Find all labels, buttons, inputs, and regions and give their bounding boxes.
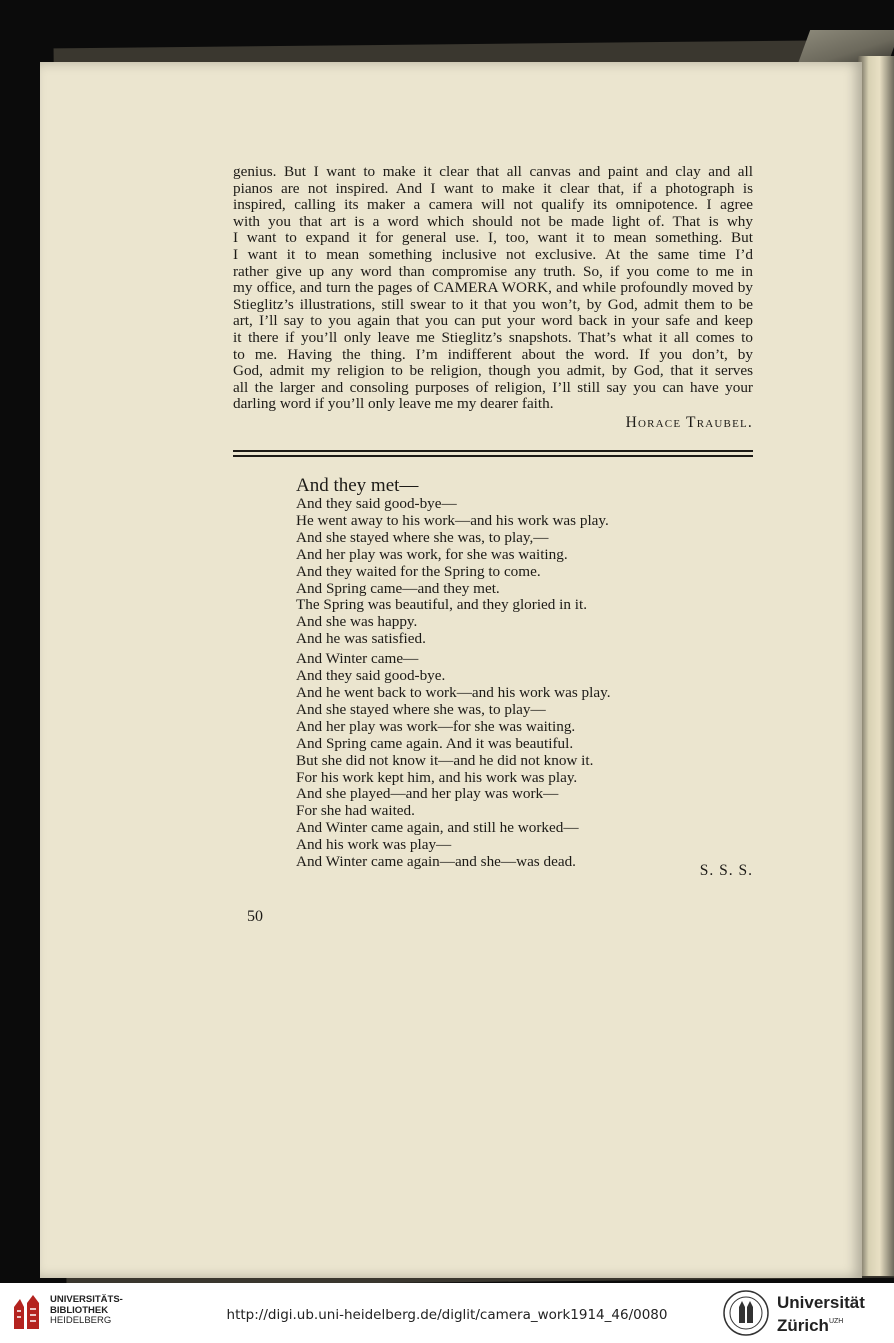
prose-line: it there if you’ll only leave me Stieglitz’s snapshots. That’s what it all comes to bbox=[233, 328, 753, 346]
poem-line: And Spring came—and they met. bbox=[296, 579, 500, 597]
poem-line: And he was satisfied. bbox=[296, 630, 426, 648]
ub-line-3: HEIDELBERG bbox=[50, 1315, 112, 1326]
poem-line: He went away to his work—and his work was play. bbox=[296, 511, 609, 529]
poem-line: And Winter came— bbox=[296, 650, 419, 668]
uzh-line-2: Zürich bbox=[777, 1316, 829, 1335]
prose-line: all the larger and consoling purposes of religion, I’ll still say you can have your bbox=[233, 378, 753, 396]
poem-line: And his work was play— bbox=[296, 836, 452, 854]
poem-line: And Winter came again, and still he worked— bbox=[296, 819, 579, 837]
poem-line: And she stayed where she was, to play— bbox=[296, 700, 546, 718]
uzh-seal-icon[interactable] bbox=[722, 1289, 770, 1337]
poem-initials: S. S. S. bbox=[699, 862, 753, 879]
poem-line: And they waited for the Spring to come. bbox=[296, 562, 541, 580]
prose-line: art, I’ll say to you again that you can put your word back in your safe and keep bbox=[233, 312, 753, 330]
poem-line: For she had waited. bbox=[296, 802, 415, 820]
poem-line: And her play was work—for she was waiting. bbox=[296, 717, 576, 735]
divider-rule-bottom bbox=[233, 455, 753, 457]
poem-line: And Winter came again—and she—was dead. bbox=[296, 853, 576, 871]
poem-block bbox=[296, 476, 716, 871]
poem-line: And Spring came again. And it was beautiful. bbox=[296, 734, 574, 752]
poem-line: And she stayed where she was, to play,— bbox=[296, 528, 549, 546]
page-number: 50 bbox=[247, 908, 263, 925]
poem-line: And they said good-bye. bbox=[296, 667, 446, 685]
poem-line: And her play was work, for she was waiting. bbox=[296, 545, 568, 563]
poem-line: And she played—and her play was work— bbox=[296, 785, 559, 803]
prose-line: Stieglitz’s illustrations, still swear to it that you won’t, by God, admit them to be bbox=[233, 295, 753, 313]
prose-line: my office, and turn the pages of CAMERA WORK, and while profoundly moved by bbox=[233, 279, 753, 297]
prose-line: to me. Having the thing. I’m indifferent about the word. If you don’t, by bbox=[233, 345, 753, 363]
ub-line-1: UNIVERSITÄTS- bbox=[50, 1294, 123, 1305]
author-signature: Horace Traubel. bbox=[625, 414, 753, 431]
ub-line-2: BIBLIOTHEK bbox=[50, 1304, 109, 1316]
poem-line: And they said good-bye— bbox=[296, 495, 457, 512]
prose-line: rather give up any word than compromise any truth. So, if you come to me in bbox=[233, 262, 753, 280]
uzh-wordmark[interactable] bbox=[777, 1293, 865, 1335]
footer-bar bbox=[0, 1283, 894, 1343]
poem-line: And they met— bbox=[296, 475, 419, 496]
prose-line: genius. But I want to make it clear that all canvas and paint and clay and all bbox=[233, 163, 753, 180]
prose-line: I want to expand it for general use. I, too, want it to mean something. But bbox=[233, 229, 753, 247]
divider-rule-top bbox=[233, 450, 753, 452]
poem-line: The Spring was beautiful, and they gloried in it. bbox=[296, 596, 588, 614]
poem-line: For his work kept him, and his work was play. bbox=[296, 768, 578, 786]
prose-line: God, admit my religion to be religion, though you admit, by God, that it serves bbox=[233, 362, 753, 380]
prose-line: pianos are not inspired. And I want to make it clear that, if a photograph is bbox=[233, 179, 753, 197]
prose-line: I want it to mean something inclusive not exclusive. At the same time I’d bbox=[233, 245, 753, 263]
poem-line: And she was happy. bbox=[296, 613, 418, 631]
uzh-superscript: UZH bbox=[828, 1318, 844, 1325]
prose-line: darling word if you’ll only leave me my dearer faith. bbox=[233, 395, 554, 413]
prose-line: with you that art is a word which should not be made light of. That is why bbox=[233, 212, 753, 230]
poem-line: And he went back to work—and his work was play. bbox=[296, 683, 611, 701]
permalink-url[interactable]: http://digi.ub.uni-heidelberg.de/diglit/camera_work1914_46/0080 bbox=[226, 1307, 668, 1323]
poem-line: But she did not know it—and he did not know it. bbox=[296, 751, 594, 769]
prose-block bbox=[233, 164, 753, 413]
page-stack-edge bbox=[858, 56, 894, 1276]
uzh-line-1: Universität bbox=[777, 1293, 865, 1312]
prose-line: inspired, calling its maker a camera will not qualify its omnipotence. I agree bbox=[233, 196, 753, 214]
